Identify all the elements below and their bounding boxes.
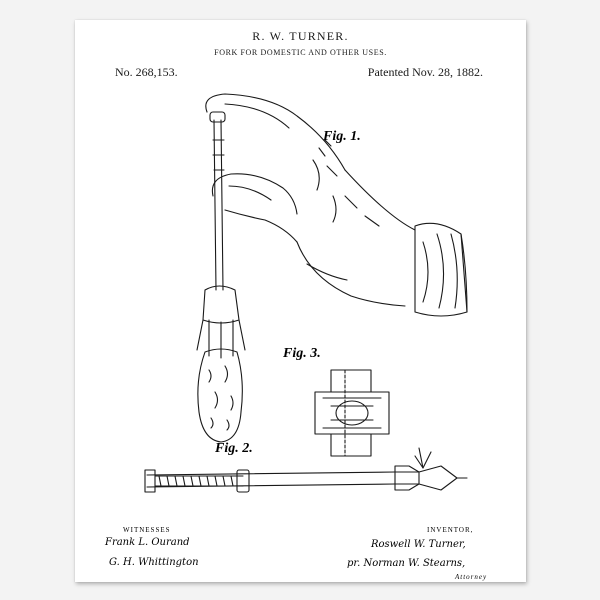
inventor-label: INVENTOR, bbox=[427, 526, 474, 534]
patent-poster bbox=[75, 20, 526, 582]
inventor-signature: Roswell W. Turner, bbox=[371, 539, 466, 550]
patent-inventor-heading: R. W. TURNER. bbox=[252, 29, 349, 43]
patent-number: No. 268,153. bbox=[115, 65, 178, 79]
fig3-drawing bbox=[315, 370, 389, 456]
witness-1-signature: Frank L. Ourand bbox=[105, 537, 190, 548]
patent-date: Patented Nov. 28, 1882. bbox=[367, 65, 483, 79]
attorney-signature: pr. Norman W. Stearns, bbox=[347, 558, 466, 569]
fig1-drawing bbox=[197, 94, 467, 442]
fig1-label: Fig. 1. bbox=[323, 129, 361, 144]
patent-drawing bbox=[75, 20, 526, 582]
fig3-label: Fig. 3. bbox=[283, 346, 321, 361]
fig2-label: Fig. 2. bbox=[215, 441, 253, 456]
fig2-drawing bbox=[145, 448, 467, 492]
attorney-label: Attorney bbox=[455, 573, 488, 581]
witness-2-signature: G. H. Whittington bbox=[109, 557, 199, 568]
witnesses-label: WITNESSES bbox=[123, 526, 171, 534]
patent-title: FORK FOR DOMESTIC AND OTHER USES. bbox=[214, 48, 387, 57]
